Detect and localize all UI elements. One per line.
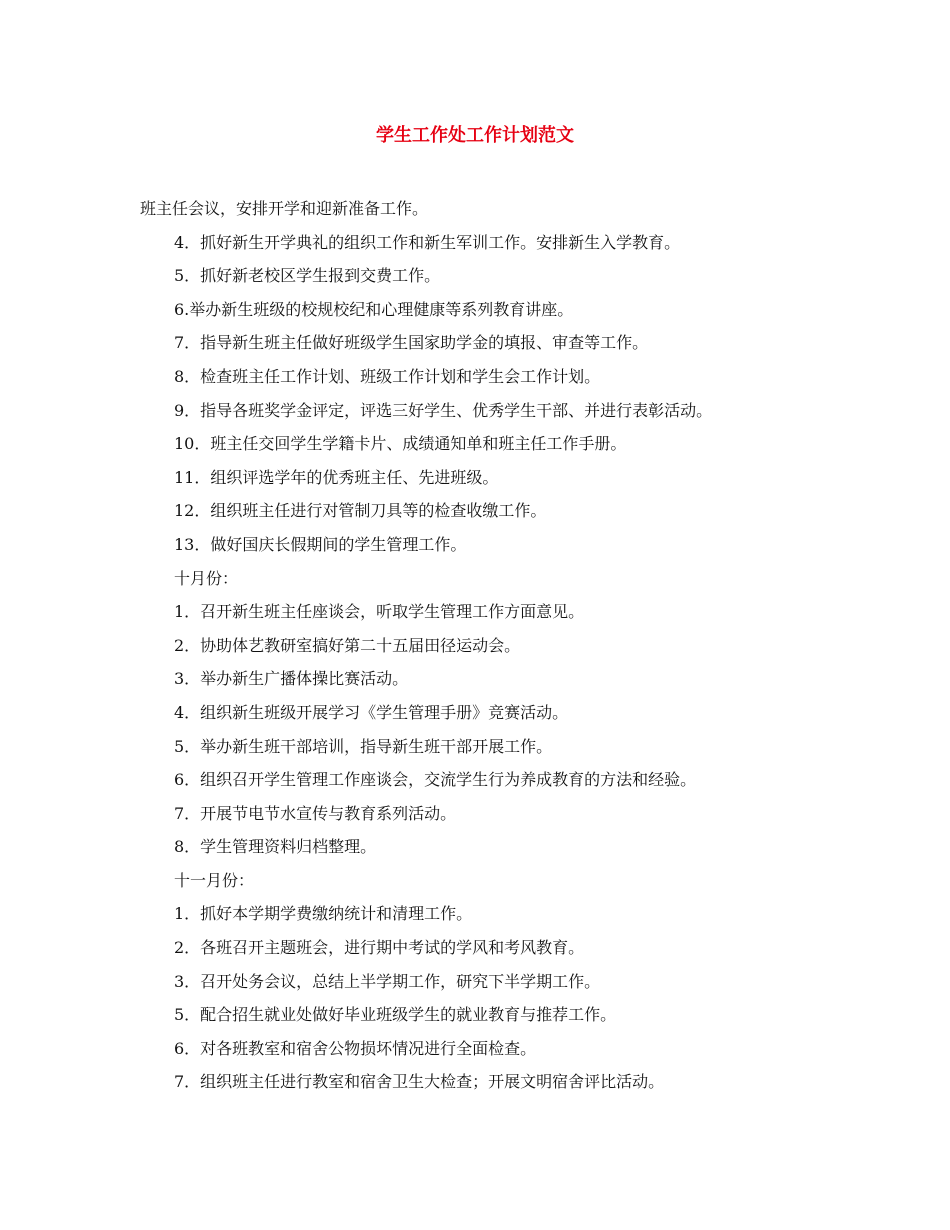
paragraph-line: 8．学生管理资料归档整理。 — [174, 837, 377, 857]
paragraph-line: 6．对各班教室和宿舍公物损坏情况进行全面检查。 — [174, 1038, 537, 1058]
paragraph-line: 7．组织班主任进行教室和宿舍卫生大检查；开展文明宿舍评比活动。 — [174, 1072, 665, 1092]
section-heading: 十一月份： — [174, 870, 255, 890]
document-body — [0, 192, 950, 1099]
paragraph-line: 2．协助体艺教研室搞好第二十五届田径运动会。 — [174, 635, 521, 655]
paragraph-line: 班主任会议，安排开学和迎新准备工作。 — [140, 199, 429, 218]
paragraph-line: 5．配合招生就业处做好毕业班级学生的就业教育与推荐工作。 — [174, 1005, 617, 1025]
paragraph-line: 3．召开处务会议，总结上半学期工作，研究下半学期工作。 — [174, 971, 601, 991]
paragraph-line: 5．抓好新老校区学生报到交费工作。 — [174, 266, 441, 286]
paragraph-line: 7．开展节电节水宣传与教育系列活动。 — [174, 803, 457, 823]
paragraph-line: 2．各班召开主题班会，进行期中考试的学风和考风教育。 — [174, 938, 585, 958]
paragraph-line: 10．班主任交回学生学籍卡片、成绩通知单和班主任工作手册。 — [174, 434, 627, 454]
paragraph-line: 7．指导新生班主任做好班级学生国家助学金的填报、审查等工作。 — [174, 333, 649, 353]
paragraph-line: 1．召开新生班主任座谈会，听取学生管理工作方面意见。 — [174, 602, 585, 622]
paragraph-line: 6.举办新生班级的校规校纪和心理健康等系列教育讲座。 — [174, 299, 574, 319]
paragraph-line: 4．组织新生班级开展学习《学生管理手册》竞赛活动。 — [174, 702, 569, 722]
section-heading: 十月份： — [174, 568, 239, 588]
paragraph-line: 3．举办新生广播体操比赛活动。 — [174, 669, 409, 689]
page-title: 学生工作处工作计划范文 — [376, 125, 574, 146]
paragraph-line: 11．组织评选学年的优秀班主任、先进班级。 — [174, 467, 499, 487]
paragraph-line: 12．组织班主任进行对管制刀具等的检查收缴工作。 — [174, 501, 547, 521]
paragraph-line: 5．举办新生班干部培训，指导新生班干部开展工作。 — [174, 736, 553, 756]
paragraph-line: 1．抓好本学期学费缴纳统计和清理工作。 — [174, 904, 473, 924]
paragraph-line: 8．检查班主任工作计划、班级工作计划和学生会工作计划。 — [174, 366, 601, 386]
paragraph-line: 4．抓好新生开学典礼的组织工作和新生军训工作。安排新生入学教育。 — [174, 232, 681, 252]
paragraph-line: 9．指导各班奖学金评定，评选三好学生、优秀学生干部、并进行表彰活动。 — [174, 400, 713, 420]
paragraph-line: 6．组织召开学生管理工作座谈会，交流学生行为养成教育的方法和经验。 — [174, 770, 697, 790]
paragraph-line: 13．做好国庆长假期间的学生管理工作。 — [174, 534, 467, 554]
